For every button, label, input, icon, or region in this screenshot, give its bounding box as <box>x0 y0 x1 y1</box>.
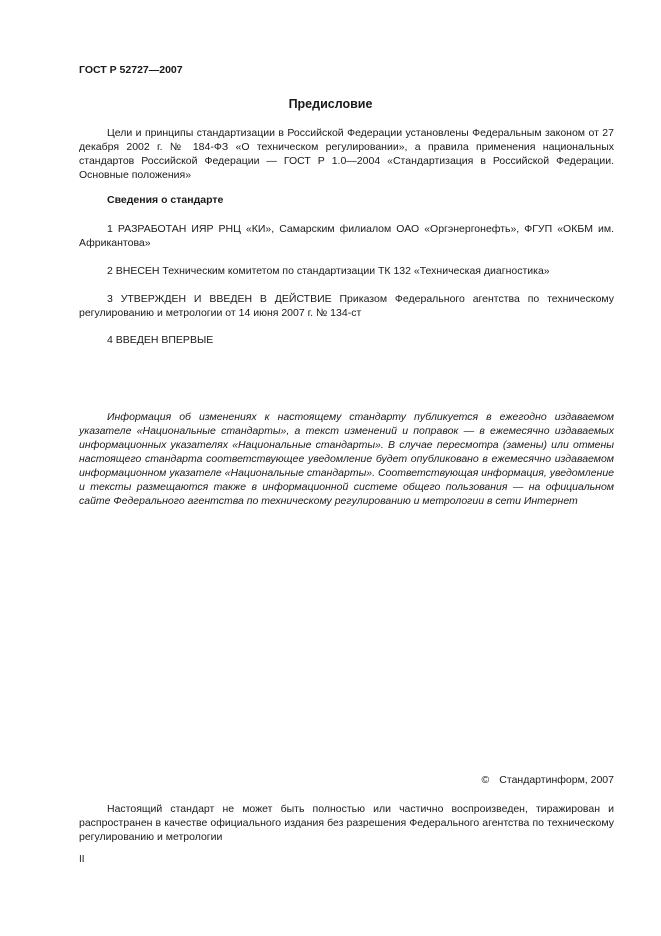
svedenia-heading-block <box>79 193 614 207</box>
info-notice-text: Информация об изменениях к настоящему стандарту публикуется в ежегодно издаваемом указателе «Национальные стандарты», а текст изменений и поправок — в ежемесячно издаваемых информационных указателях «Национальные стандарты». В случае пересмотра (замены) или отмены настоящего стандарта соответствующее уведомление будет опубликовано в ежемесячно издаваемом информационном указателе «Национальные стандарты». Соответствующая информация, уведомление и тексты размещаются также в информационной системе общего пользования — на официальном сайте Федерального агентства по техническому регулированию и метрологии в сети Интернет <box>79 411 614 507</box>
intro-paragraph <box>79 126 614 182</box>
list-item-text: 3 УТВЕРЖДЕН И ВВЕДЕН В ДЕЙСТВИЕ Приказом Федерального агентства по техническому регулированию и метрологии от 14 июня 2007 г. № 134-ст <box>79 293 614 319</box>
copyright-line <box>482 773 614 787</box>
copyright-symbol: © <box>481 774 490 786</box>
rights-notice-block <box>79 802 614 844</box>
list-item <box>79 264 614 278</box>
rights-notice-text: Настоящий стандарт не может быть полностью или частично воспроизведен, тиражирован и распространен в качестве официального издания без разрешения Федерального агентства по техническому регулированию и метрологии <box>79 803 614 843</box>
list-item-text: 2 ВНЕСЕН Техническим комитетом по стандартизации ТК 132 «Техническая диагностика» <box>107 265 550 277</box>
page-title: Предисловие <box>288 97 373 111</box>
list-item <box>79 222 614 250</box>
info-notice-block <box>79 410 614 508</box>
list-item <box>79 333 614 347</box>
copyright-text: Стандартинформ, 2007 <box>499 774 614 786</box>
intro-text: Цели и принципы стандартизации в Российской Федерации установлены Федеральным законом от 27 декабря 2002 г. № 184-ФЗ «О техническом регулировании», а правила применения национальных стандартов Российской Федерации — ГОСТ Р 1.0—2004 «Стандартизация в Российской Федерации. Основные положения» <box>79 127 614 181</box>
list-item <box>79 292 614 320</box>
list-item-text: 4 ВВЕДЕН ВПЕРВЫЕ <box>107 334 214 346</box>
page-number: II <box>79 854 85 865</box>
section-heading: Сведения о стандарте <box>107 194 224 206</box>
document-code: ГОСТ Р 52727—2007 <box>79 64 183 76</box>
list-item-text: 1 РАЗРАБОТАН ИЯР РНЦ «КИ», Самарским филиалом ОАО «Оргэнергонефть», ФГУП «ОКБМ им. Африкантова» <box>79 223 614 249</box>
